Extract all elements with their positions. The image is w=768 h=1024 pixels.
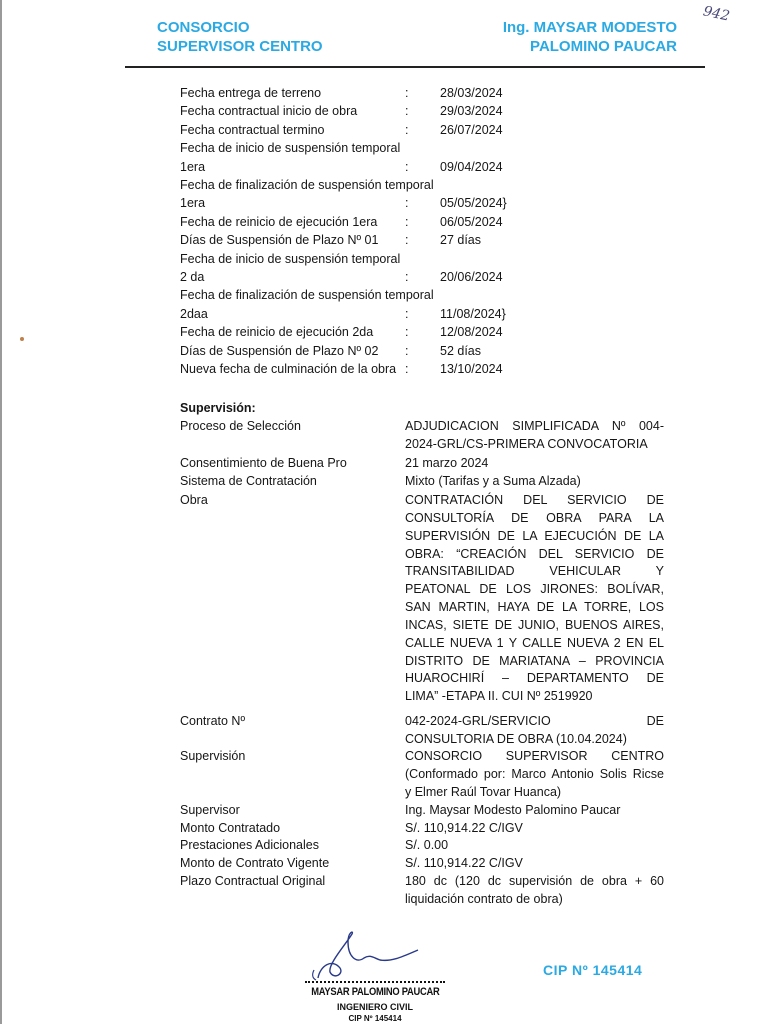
field-value: [405, 455, 664, 473]
field-value: [405, 802, 664, 820]
date-label: Días de Suspensión de Plazo Nº 02: [180, 343, 379, 358]
field-value-line: Mixto (Tarifas y a Suma Alzada): [405, 474, 581, 488]
date-label: Fecha de inicio de suspensión temporal: [180, 251, 401, 266]
field-label: Consentimiento de Buena Pro: [180, 456, 347, 470]
field-value-line: SAN MARTIN, HAYA DE LA TORRE, LOS: [405, 600, 664, 615]
field-value-line: PEATONAL DE LOS JIRONES: BOLÍVAR,: [405, 582, 664, 597]
supervision-title: Supervisión:: [180, 401, 256, 415]
date-value: 20/06/2024: [440, 270, 503, 284]
field-value: [405, 492, 664, 706]
date-value: 12/08/2024: [440, 325, 503, 340]
date-separator: :: [405, 325, 409, 340]
field-value-line: HUAROCHIRÍ – DEPARTAMENTO DE: [405, 671, 664, 686]
field-label: Supervisor: [180, 803, 240, 817]
date-label: Fecha de inicio de suspensión temporal: [180, 141, 401, 156]
date-value: 26/07/2024: [440, 122, 503, 137]
signature-icon: [300, 928, 450, 984]
field-value-line: liquidación contrato de obra): [405, 891, 563, 906]
date-label: 2daa: [180, 306, 208, 321]
field-value-line: Ing. Maysar Modesto Palomino Paucar: [405, 803, 621, 817]
date-label: Fecha contractual inicio de obra: [180, 104, 358, 119]
date-value: 27 días: [440, 233, 482, 248]
field-value-line: INCAS, SIETE DE JUNIO, BUENOS AIRES,: [405, 617, 664, 632]
field-value-line: SUPERVISIÓN DE LA EJECUCIÓN DE LA: [405, 528, 664, 543]
field-value-line: CALLE NUEVA 1 Y CALLE NUEVA 2 EN EL: [405, 635, 664, 650]
field-label: Prestaciones Adicionales: [180, 838, 319, 852]
scan-speck: [20, 337, 24, 341]
field-value: [405, 748, 664, 802]
field-value-line: 042-2024-GRL/SERVICIO DE: [405, 714, 664, 728]
stamp-title: INGENIERO CIVIL: [336, 1002, 413, 1012]
field-value: [405, 713, 664, 749]
date-label: 1era: [180, 196, 206, 211]
date-separator: :: [405, 270, 409, 284]
field-value-line: 2024-GRL/CS-PRIMERA CONVOCATORIA: [405, 436, 648, 451]
date-separator: :: [405, 159, 409, 174]
field-value-line: S/. 0.00: [405, 838, 449, 852]
engineer-header: [503, 18, 677, 56]
field-value-line: y Elmer Raúl Tovar Huanca): [405, 784, 562, 799]
field-value-line: S/. 110,914.22 C/IGV: [405, 821, 523, 835]
field-value-line: DISTRITO DE MARIATANA – PROVINCIA: [405, 653, 664, 668]
field-value: [405, 418, 664, 454]
engineer-stamp: [300, 928, 450, 1024]
field-value-line: (Conformado por: Marco Antonio Solis Ricse: [405, 766, 664, 781]
date-value: 13/10/2024: [440, 362, 503, 376]
field-value: [405, 820, 664, 838]
date-label: Fecha de finalización de suspensión temporal: [180, 288, 434, 303]
cip-number: CIP Nº 145414: [543, 962, 643, 978]
engineer-name-line2: PALOMINO PAUCAR: [530, 38, 677, 55]
field-label: Plazo Contractual Original: [180, 874, 326, 888]
date-label: Fecha de reinicio de ejecución 2da: [180, 325, 374, 340]
company-name-line1: CONSORCIO: [157, 19, 250, 36]
field-label: Monto Contratado: [180, 821, 281, 835]
date-separator: :: [405, 104, 409, 119]
date-separator: :: [405, 343, 409, 358]
field-value: [405, 837, 664, 855]
stamp-cip: CIP Nº 145414: [348, 1014, 402, 1023]
handwritten-page-number: 942: [701, 3, 732, 25]
date-value: 29/03/2024: [440, 104, 503, 119]
field-label: Supervisión: [180, 749, 246, 763]
field-value-line: CONTRATACIÓN DEL SERVICIO DE: [405, 493, 664, 507]
date-label: Fecha entrega de terreno: [180, 86, 322, 100]
field-value-line: OBRA: “CREACIÓN DEL SERVICIO DE: [405, 546, 664, 561]
date-value: 52 días: [440, 343, 482, 358]
date-value: 09/04/2024: [440, 159, 503, 174]
date-label: Nueva fecha de culminación de la obra: [180, 362, 397, 376]
field-value-line: CONSORCIO SUPERVISOR CENTRO: [405, 749, 664, 763]
field-value-line: CONSULTORÍA DE OBRA PARA LA: [405, 510, 664, 525]
date-value: 06/05/2024: [440, 214, 503, 229]
field-value: [405, 473, 664, 491]
field-value-line: S/. 110,914.22 C/IGV: [405, 856, 523, 870]
date-value: 28/03/2024: [440, 86, 503, 100]
field-value-line: TRANSITABILIDAD VEHICULAR Y: [405, 564, 664, 579]
company-header: [157, 18, 323, 56]
field-label: Contrato Nº: [180, 714, 246, 728]
field-value-line: 21 marzo 2024: [405, 456, 489, 470]
field-label: Monto de Contrato Vigente: [180, 856, 330, 870]
field-label: Obra: [180, 493, 208, 507]
stamp-dotted-line: [305, 981, 445, 983]
stamp-name: MAYSAR PALOMINO PAUCAR: [311, 986, 440, 998]
field-value: [405, 855, 664, 873]
engineer-name-line1: Ing. MAYSAR MODESTO: [502, 19, 677, 36]
field-value-line: CONSULTORIA DE OBRA (10.04.2024): [405, 731, 627, 746]
date-separator: :: [405, 233, 409, 248]
date-label: 2 da: [180, 270, 205, 284]
date-label: Días de Suspensión de Plazo Nº 01: [180, 233, 379, 248]
date-separator: :: [405, 306, 409, 321]
field-value-line: ADJUDICACION SIMPLIFICADA Nº 004-: [405, 419, 664, 433]
date-separator: :: [405, 362, 409, 376]
company-name-line2: SUPERVISOR CENTRO: [157, 38, 323, 55]
field-label: Sistema de Contratación: [180, 474, 317, 488]
date-separator: :: [405, 214, 409, 229]
date-separator: :: [405, 196, 409, 211]
page-edge: [0, 0, 2, 1024]
field-value: [405, 873, 664, 909]
field-value-line: LIMA” -ETAPA II. CUI Nº 2519920: [405, 689, 593, 704]
date-value: 11/08/2024}: [440, 306, 506, 321]
date-label: 1era: [180, 159, 206, 174]
date-label: Fecha de reinicio de ejecución 1era: [180, 214, 378, 229]
date-separator: :: [405, 86, 409, 100]
date-separator: :: [405, 122, 409, 137]
date-label: Fecha contractual termino: [180, 122, 325, 137]
field-label: Proceso de Selección: [180, 419, 301, 433]
field-value-line: 180 dc (120 dc supervisión de obra + 60: [405, 874, 664, 888]
date-value: 05/05/2024}: [440, 196, 507, 211]
date-label: Fecha de finalización de suspensión temporal: [180, 178, 434, 192]
header-divider: [125, 66, 705, 68]
